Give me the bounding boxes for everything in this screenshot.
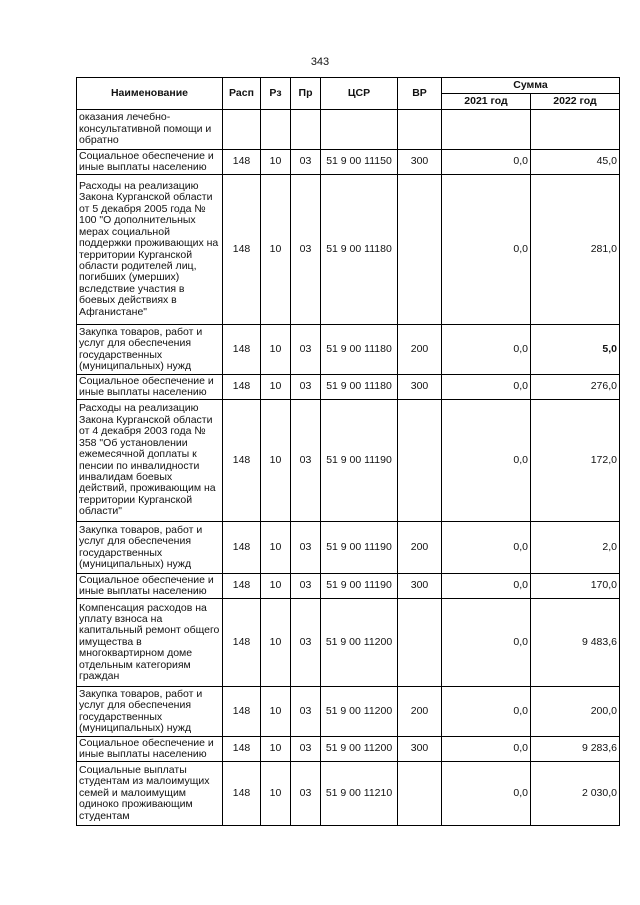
cell-csr: 51 9 00 11150	[321, 150, 398, 175]
cell-2021: 0,0	[442, 175, 531, 325]
header-csr: ЦСР	[321, 78, 398, 110]
cell-rz: 10	[261, 325, 291, 375]
cell-csr: 51 9 00 11200	[321, 737, 398, 762]
cell-2022: 9 483,6	[531, 599, 620, 687]
cell-csr: 51 9 00 11190	[321, 400, 398, 522]
cell-csr: 51 9 00 11190	[321, 522, 398, 574]
table-row	[77, 599, 620, 687]
header-2021: 2021 год	[442, 94, 531, 110]
cell-rz: 10	[261, 150, 291, 175]
cell-rz: 10	[261, 400, 291, 522]
page-number: 343	[310, 56, 330, 68]
cell-2021: 0,0	[442, 737, 531, 762]
cell-rasp: 148	[223, 175, 261, 325]
table-row	[77, 110, 620, 150]
cell-vr	[398, 400, 442, 522]
cell-pr	[291, 110, 321, 150]
cell-rz: 10	[261, 522, 291, 574]
cell-rasp: 148	[223, 400, 261, 522]
table-row	[77, 400, 620, 522]
cell-pr: 03	[291, 762, 321, 826]
cell-vr	[398, 175, 442, 325]
cell-csr: 51 9 00 11180	[321, 375, 398, 400]
cell-csr: 51 9 00 11180	[321, 325, 398, 375]
cell-2021: 0,0	[442, 687, 531, 737]
cell-2022: 200,0	[531, 687, 620, 737]
cell-name: Социальное обеспечение и иные выплаты населению	[77, 574, 223, 599]
budget-table	[76, 77, 620, 826]
cell-pr: 03	[291, 325, 321, 375]
table-header	[77, 78, 620, 110]
header-sum: Сумма	[442, 78, 620, 94]
cell-vr	[398, 762, 442, 826]
cell-rz: 10	[261, 175, 291, 325]
cell-2022: 9 283,6	[531, 737, 620, 762]
cell-2021: 0,0	[442, 325, 531, 375]
table-row	[77, 574, 620, 599]
cell-2022: 170,0	[531, 574, 620, 599]
cell-2021: 0,0	[442, 150, 531, 175]
header-2022: 2022 год	[531, 94, 620, 110]
cell-csr	[321, 110, 398, 150]
cell-2021: 0,0	[442, 375, 531, 400]
cell-vr: 200	[398, 687, 442, 737]
header-name: Наименование	[77, 78, 223, 110]
cell-name: оказания лечебно-консультативной помощи и обратно	[77, 110, 223, 150]
cell-rasp: 148	[223, 574, 261, 599]
cell-name: Расходы на реализацию Закона Курганской области от 5 декабря 2005 года № 100 "О дополнительных мерах социальной поддержки проживающих на территории Курганской области родителей лиц, погибших (умерших) вследствие участия в боевых действиях в Афганистане"	[77, 175, 223, 325]
cell-csr: 51 9 00 11210	[321, 762, 398, 826]
cell-name: Компенсация расходов на уплату взноса на капитальный ремонт общего имущества в многоквартирном доме отдельным категориям граждан	[77, 599, 223, 687]
cell-2021: 0,0	[442, 762, 531, 826]
cell-2022: 5,0	[531, 325, 620, 375]
cell-pr: 03	[291, 574, 321, 599]
cell-vr: 200	[398, 522, 442, 574]
cell-name: Социальное обеспечение и иные выплаты населению	[77, 737, 223, 762]
header-rz: Рз	[261, 78, 291, 110]
header-vr: ВР	[398, 78, 442, 110]
cell-2021: 0,0	[442, 599, 531, 687]
cell-name: Закупка товаров, работ и услуг для обеспечения государственных (муниципальных) нужд	[77, 687, 223, 737]
cell-name: Расходы на реализацию Закона Курганской области от 4 декабря 2003 года № 358 "Об установлении ежемесячной доплаты к пенсии по инвалидности инвалидам боевых действий, проживающим на территории Курганской области"	[77, 400, 223, 522]
cell-pr: 03	[291, 687, 321, 737]
table-row	[77, 762, 620, 826]
cell-pr: 03	[291, 400, 321, 522]
table-body	[77, 110, 620, 826]
cell-rasp: 148	[223, 522, 261, 574]
cell-rasp: 148	[223, 150, 261, 175]
cell-rasp	[223, 110, 261, 150]
cell-2021: 0,0	[442, 574, 531, 599]
cell-rasp: 148	[223, 687, 261, 737]
cell-2022: 2 030,0	[531, 762, 620, 826]
table-row	[77, 737, 620, 762]
header-rasp: Расп	[223, 78, 261, 110]
cell-rasp: 148	[223, 325, 261, 375]
cell-rz: 10	[261, 574, 291, 599]
table-row	[77, 375, 620, 400]
cell-csr: 51 9 00 11200	[321, 599, 398, 687]
cell-2021: 0,0	[442, 400, 531, 522]
cell-vr: 300	[398, 737, 442, 762]
table-row	[77, 175, 620, 325]
cell-pr: 03	[291, 599, 321, 687]
cell-rasp: 148	[223, 599, 261, 687]
cell-name: Закупка товаров, работ и услуг для обеспечения государственных (муниципальных) нужд	[77, 522, 223, 574]
cell-csr: 51 9 00 11200	[321, 687, 398, 737]
cell-name: Социальное обеспечение и иные выплаты населению	[77, 375, 223, 400]
cell-2021: 0,0	[442, 522, 531, 574]
cell-rz: 10	[261, 737, 291, 762]
cell-rz: 10	[261, 762, 291, 826]
cell-vr: 300	[398, 375, 442, 400]
cell-csr: 51 9 00 11190	[321, 574, 398, 599]
cell-vr	[398, 599, 442, 687]
cell-name: Социальные выплаты студентам из малоимущих семей и малоимущим одиноко проживающим студентам	[77, 762, 223, 826]
cell-pr: 03	[291, 737, 321, 762]
cell-2022: 2,0	[531, 522, 620, 574]
table-row	[77, 150, 620, 175]
cell-pr: 03	[291, 175, 321, 325]
cell-2021	[442, 110, 531, 150]
cell-2022: 281,0	[531, 175, 620, 325]
cell-pr: 03	[291, 522, 321, 574]
cell-rasp: 148	[223, 737, 261, 762]
cell-vr: 300	[398, 150, 442, 175]
cell-csr: 51 9 00 11180	[321, 175, 398, 325]
cell-name: Социальное обеспечение и иные выплаты населению	[77, 150, 223, 175]
cell-vr	[398, 110, 442, 150]
cell-vr: 200	[398, 325, 442, 375]
cell-2022: 276,0	[531, 375, 620, 400]
cell-pr: 03	[291, 375, 321, 400]
cell-rasp: 148	[223, 375, 261, 400]
cell-rz	[261, 110, 291, 150]
table-row	[77, 522, 620, 574]
cell-rz: 10	[261, 375, 291, 400]
cell-rasp: 148	[223, 762, 261, 826]
cell-2022: 45,0	[531, 150, 620, 175]
cell-2022	[531, 110, 620, 150]
cell-2022: 172,0	[531, 400, 620, 522]
table-row	[77, 325, 620, 375]
cell-name: Закупка товаров, работ и услуг для обеспечения государственных (муниципальных) нужд	[77, 325, 223, 375]
cell-rz: 10	[261, 687, 291, 737]
cell-pr: 03	[291, 150, 321, 175]
cell-rz: 10	[261, 599, 291, 687]
cell-vr: 300	[398, 574, 442, 599]
table-row	[77, 687, 620, 737]
header-pr: Пр	[291, 78, 321, 110]
